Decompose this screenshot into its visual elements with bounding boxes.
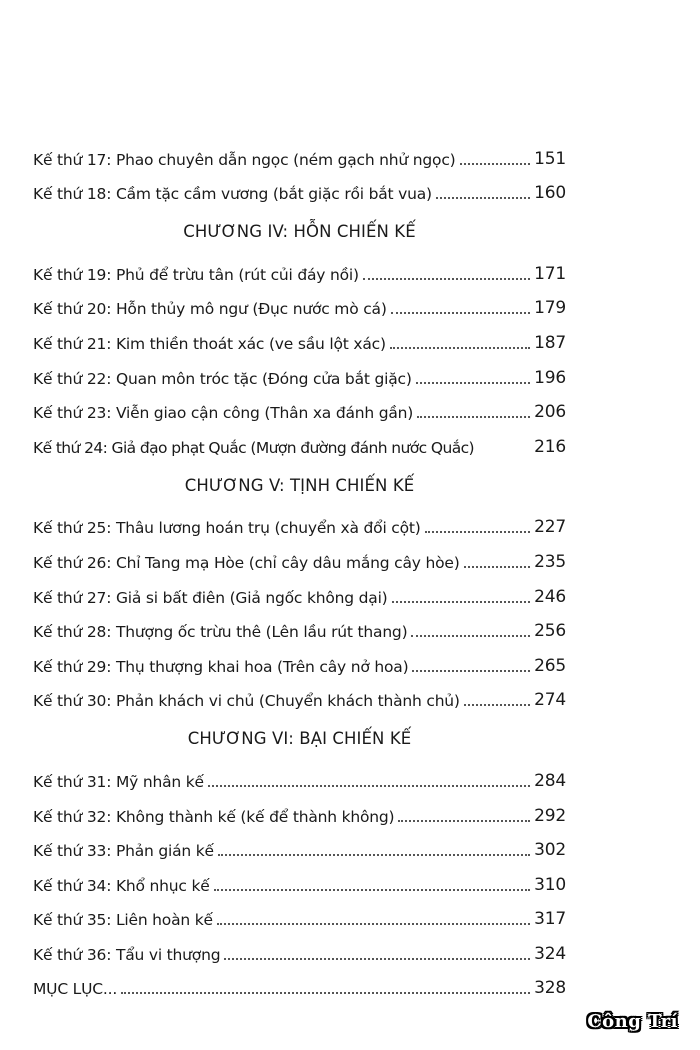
entry-title: Kế thứ 25: Thâu lương hoán trụ (chuyển xà đổi cột) [33,519,421,538]
entry-title: Kế thứ 27: Giả si bất điên (Giả ngốc không dại) [33,588,388,607]
entry-page-number: 310 [534,874,566,895]
dot-leader [474,447,534,457]
toc-entry [33,676,566,711]
entry-page-number: 317 [534,909,566,930]
entry-page-number: 265 [534,655,566,676]
entry-page-number: 256 [534,621,566,642]
dot-leader [411,625,530,637]
entry-page-number: 206 [534,402,566,423]
entry-title: Kế thứ 26: Chỉ Tang mạ Hòe (chỉ cây dâu mắng cây hòe) [33,553,460,572]
dot-leader [416,372,530,384]
toc-entry [33,895,566,930]
dot-leader [390,337,530,349]
toc-entry [33,860,566,895]
toc-entry [33,388,566,423]
dot-leader [218,844,530,856]
entry-title: Kế thứ 30: Phản khách vi chủ (Chuyển khách thành chủ) [33,692,460,711]
chapter-heading: CHƯƠNG V: TỊNH CHIẾN KẾ [184,475,415,495]
entry-title: Kế thứ 19: Phủ để trừu tân (rút củi đáy nồi) [33,265,359,284]
entry-page-number: 196 [534,367,566,388]
chapter-heading: CHƯƠNG IV: HỖN CHIẾN KẾ [183,222,416,242]
toc-entry [33,791,566,826]
dot-leader [217,913,530,925]
dot-leader [208,775,530,787]
entry-title: Kế thứ 17: Phao chuyên dẫn ngọc (ném gạch nhử ngọc) [33,150,456,169]
entry-title: MỤC LỤC... [33,980,118,999]
toc-entry [33,756,566,791]
entry-page-number: 179 [534,298,566,319]
toc-entry [33,353,566,388]
entry-page-number: 302 [534,840,566,861]
toc-entry [33,572,566,607]
toc-entry [33,169,566,204]
dot-leader [214,879,531,891]
dot-leader [391,302,530,314]
publisher-stamp: Công Trí [583,1009,682,1034]
entry-title: Kế thứ 28: Thượng ốc trừu thê (Lên lầu rút thang) [33,623,408,642]
entry-page-number: 171 [534,263,566,284]
toc-entry [33,422,566,457]
toc-entry [33,641,566,676]
entry-page-number: 227 [534,517,566,538]
entry-title: Kế thứ 18: Cầm tặc cầm vương (bắt giặc rồi bắt vua) [33,185,432,204]
dot-leader [224,948,530,960]
toc-entry [33,964,566,999]
toc-entry [33,537,566,572]
entry-title: Kế thứ 33: Phản gián kế [33,842,214,861]
entry-page-number: 216 [534,436,566,457]
entry-title: Kế thứ 24: Giả đạo phạt Quắc (Mượn đường đánh nước Quắc) [33,438,474,457]
dot-leader [460,153,531,165]
dot-leader [464,556,531,568]
entry-title: Kế thứ 20: Hỗn thủy mô ngư (Đục nước mò cá) [33,300,387,319]
entry-title: Kế thứ 35: Liên hoàn kế [33,911,213,930]
entry-page-number: 160 [534,183,566,204]
entry-page-number: 284 [534,770,566,791]
dot-leader [121,982,530,994]
table-of-contents [33,134,566,998]
toc-entry [33,503,566,538]
dot-leader [425,521,531,533]
entry-page-number: 292 [534,805,566,826]
dot-leader [417,406,530,418]
entry-page-number: 274 [534,690,566,711]
toc-entry [33,134,566,169]
dot-leader [363,268,530,280]
chapter-heading: CHƯƠNG VI: BẠI CHIẾN KẾ [187,729,412,749]
dot-leader [464,694,530,706]
dot-leader [436,187,530,199]
dot-leader [398,810,530,822]
entry-page-number: 246 [534,586,566,607]
entry-page-number: 187 [534,332,566,353]
dot-leader [412,660,530,672]
entry-page-number: 235 [534,551,566,572]
entry-title: Kế thứ 34: Khổ nhục kế [33,876,210,895]
entry-title: Kế thứ 32: Không thành kế (kế để thành không) [33,807,395,826]
dot-leader [392,591,531,603]
entry-title: Kế thứ 31: Mỹ nhân kế [33,772,204,791]
entry-title: Kế thứ 23: Viễn giao cận công (Thân xa đánh gần) [33,404,414,423]
entry-title: Kế thứ 22: Quan môn tróc tặc (Đóng cửa bắt giặc) [33,369,412,388]
toc-entry [33,284,566,319]
toc-entry [33,826,566,861]
toc-entry [33,318,566,353]
toc-entry [33,929,566,964]
entry-title: Kế thứ 29: Thụ thượng khai hoa (Trên cây nở hoa) [33,657,409,676]
toc-entry [33,249,566,284]
entry-page-number: 324 [534,943,566,964]
entry-page-number: 151 [534,148,566,169]
entry-title: Kế thứ 36: Tẩu vi thượng [33,945,221,964]
toc-entry [33,607,566,642]
entry-page-number: 328 [534,978,566,999]
entry-title: Kế thứ 21: Kim thiền thoát xác (ve sầu lột xác) [33,334,386,353]
